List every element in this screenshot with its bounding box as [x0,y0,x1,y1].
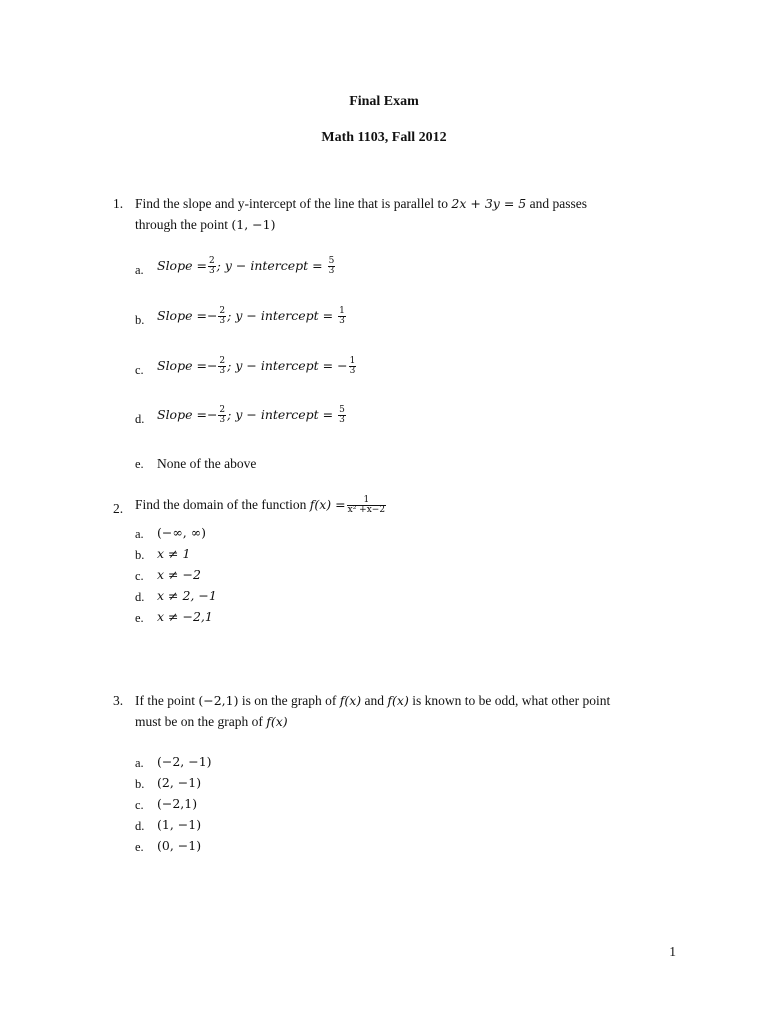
numerator: 1 [339,306,345,316]
denominator: 3 [219,316,226,326]
function-lhs: f(x) = [309,497,346,512]
intercept-fraction [338,406,346,425]
sign: − [206,407,218,422]
slope-fraction [218,357,226,376]
option-c [157,357,357,376]
option-label: b. [135,548,145,562]
intercept-word: ; y − intercept = [227,308,334,323]
numerator: 1 [363,495,370,505]
function: f(x) [339,693,362,708]
page-number: 1 [669,944,676,959]
option-c: (−2,1) [157,796,198,811]
slope-fraction [218,406,226,425]
question-text-part: Find the slope and y-intercept of the line that is parallel to [135,196,449,211]
numerator: 5 [339,405,345,415]
option-label: a. [135,756,144,770]
numerator: 1 [349,356,356,366]
option-d: (1, −1) [157,817,202,832]
sign: − [337,358,348,373]
option-a: (−2, −1) [157,754,212,769]
equation: 2x + 3y = 5 [451,196,527,211]
numerator: 2 [219,356,226,366]
option-b [157,307,347,326]
option-label: c. [135,569,144,583]
question-text-part: is on the graph of [241,693,337,708]
option-label: e. [135,457,144,471]
option-b: x ≠ 1 [157,546,191,561]
denominator: 3 [339,415,345,425]
function: f(x) [266,714,288,729]
denominator: 3 [328,266,335,276]
option-label: e. [135,840,144,854]
question-text-part: If the point [135,693,195,708]
exam-title: Final Exam [349,94,419,109]
option-e: None of the above [157,456,257,471]
denominator: 3 [219,415,226,425]
numerator: 2 [208,256,215,266]
slope-word: Slope = [157,407,207,422]
denominator: 3 [208,266,215,276]
sign: − [206,308,218,323]
option-label: b. [135,777,145,791]
intercept-fraction [328,257,336,276]
option-b: (2, −1) [157,775,202,790]
denominator: 3 [339,316,345,326]
question-text [135,196,587,212]
slope-word: Slope = [157,358,207,373]
question-text-part: through the point [135,217,228,232]
question-text [135,693,610,709]
question-text-part: and passes [529,196,587,211]
option-label: e. [135,611,144,625]
option-label: c. [135,798,144,812]
option-d: x ≠ 2, −1 [157,588,217,603]
intercept-word: ; y − intercept = [227,358,334,373]
option-label: a. [135,263,144,277]
function: f(x) [387,693,409,708]
intercept-fraction [349,357,357,376]
option-label: a. [135,527,144,541]
question-text-part: must be on the graph of [135,714,263,729]
question-number: 2. [113,501,124,516]
question-text [135,496,387,515]
option-label: d. [135,412,145,426]
denominator: 3 [219,366,226,376]
question-text-line2 [135,217,275,233]
option-label: c. [135,363,144,377]
sign: − [206,358,218,373]
intercept-word: ; y − intercept = [216,258,323,273]
intercept-word: ; y − intercept = [227,407,334,422]
option-label: d. [135,819,145,833]
option-label: b. [135,313,145,327]
question-text-part: Find the domain of the function [135,497,307,512]
numerator: 2 [219,405,226,415]
option-label: d. [135,590,145,604]
option-a: (−∞, ∞) [157,525,206,540]
point: (1, −1) [231,217,276,232]
slope-fraction [208,257,216,276]
intercept-fraction [338,307,346,326]
point: (−2,1) [198,693,239,708]
option-d [157,406,347,425]
option-c: x ≠ −2 [157,567,201,582]
option-e: x ≠ −2,1 [157,609,213,624]
question-text-part: is known to be odd, what other point [412,693,611,708]
option-e: (0, −1) [157,838,202,853]
question-text-line2 [135,714,288,730]
denominator: 3 [349,366,356,376]
numerator: 5 [328,256,335,266]
question-text-part: and [364,693,385,708]
slope-fraction [218,307,226,326]
option-a [157,257,336,276]
function [309,495,387,515]
function-fraction [347,496,386,515]
question-number: 1. [113,196,124,211]
numerator: 2 [219,306,226,316]
slope-word: Slope = [157,308,207,323]
denominator: x² +x−2 [347,505,386,515]
course-title: Math 1103, Fall 2012 [321,130,447,145]
question-number: 3. [113,693,124,708]
slope-word: Slope = [157,258,207,273]
